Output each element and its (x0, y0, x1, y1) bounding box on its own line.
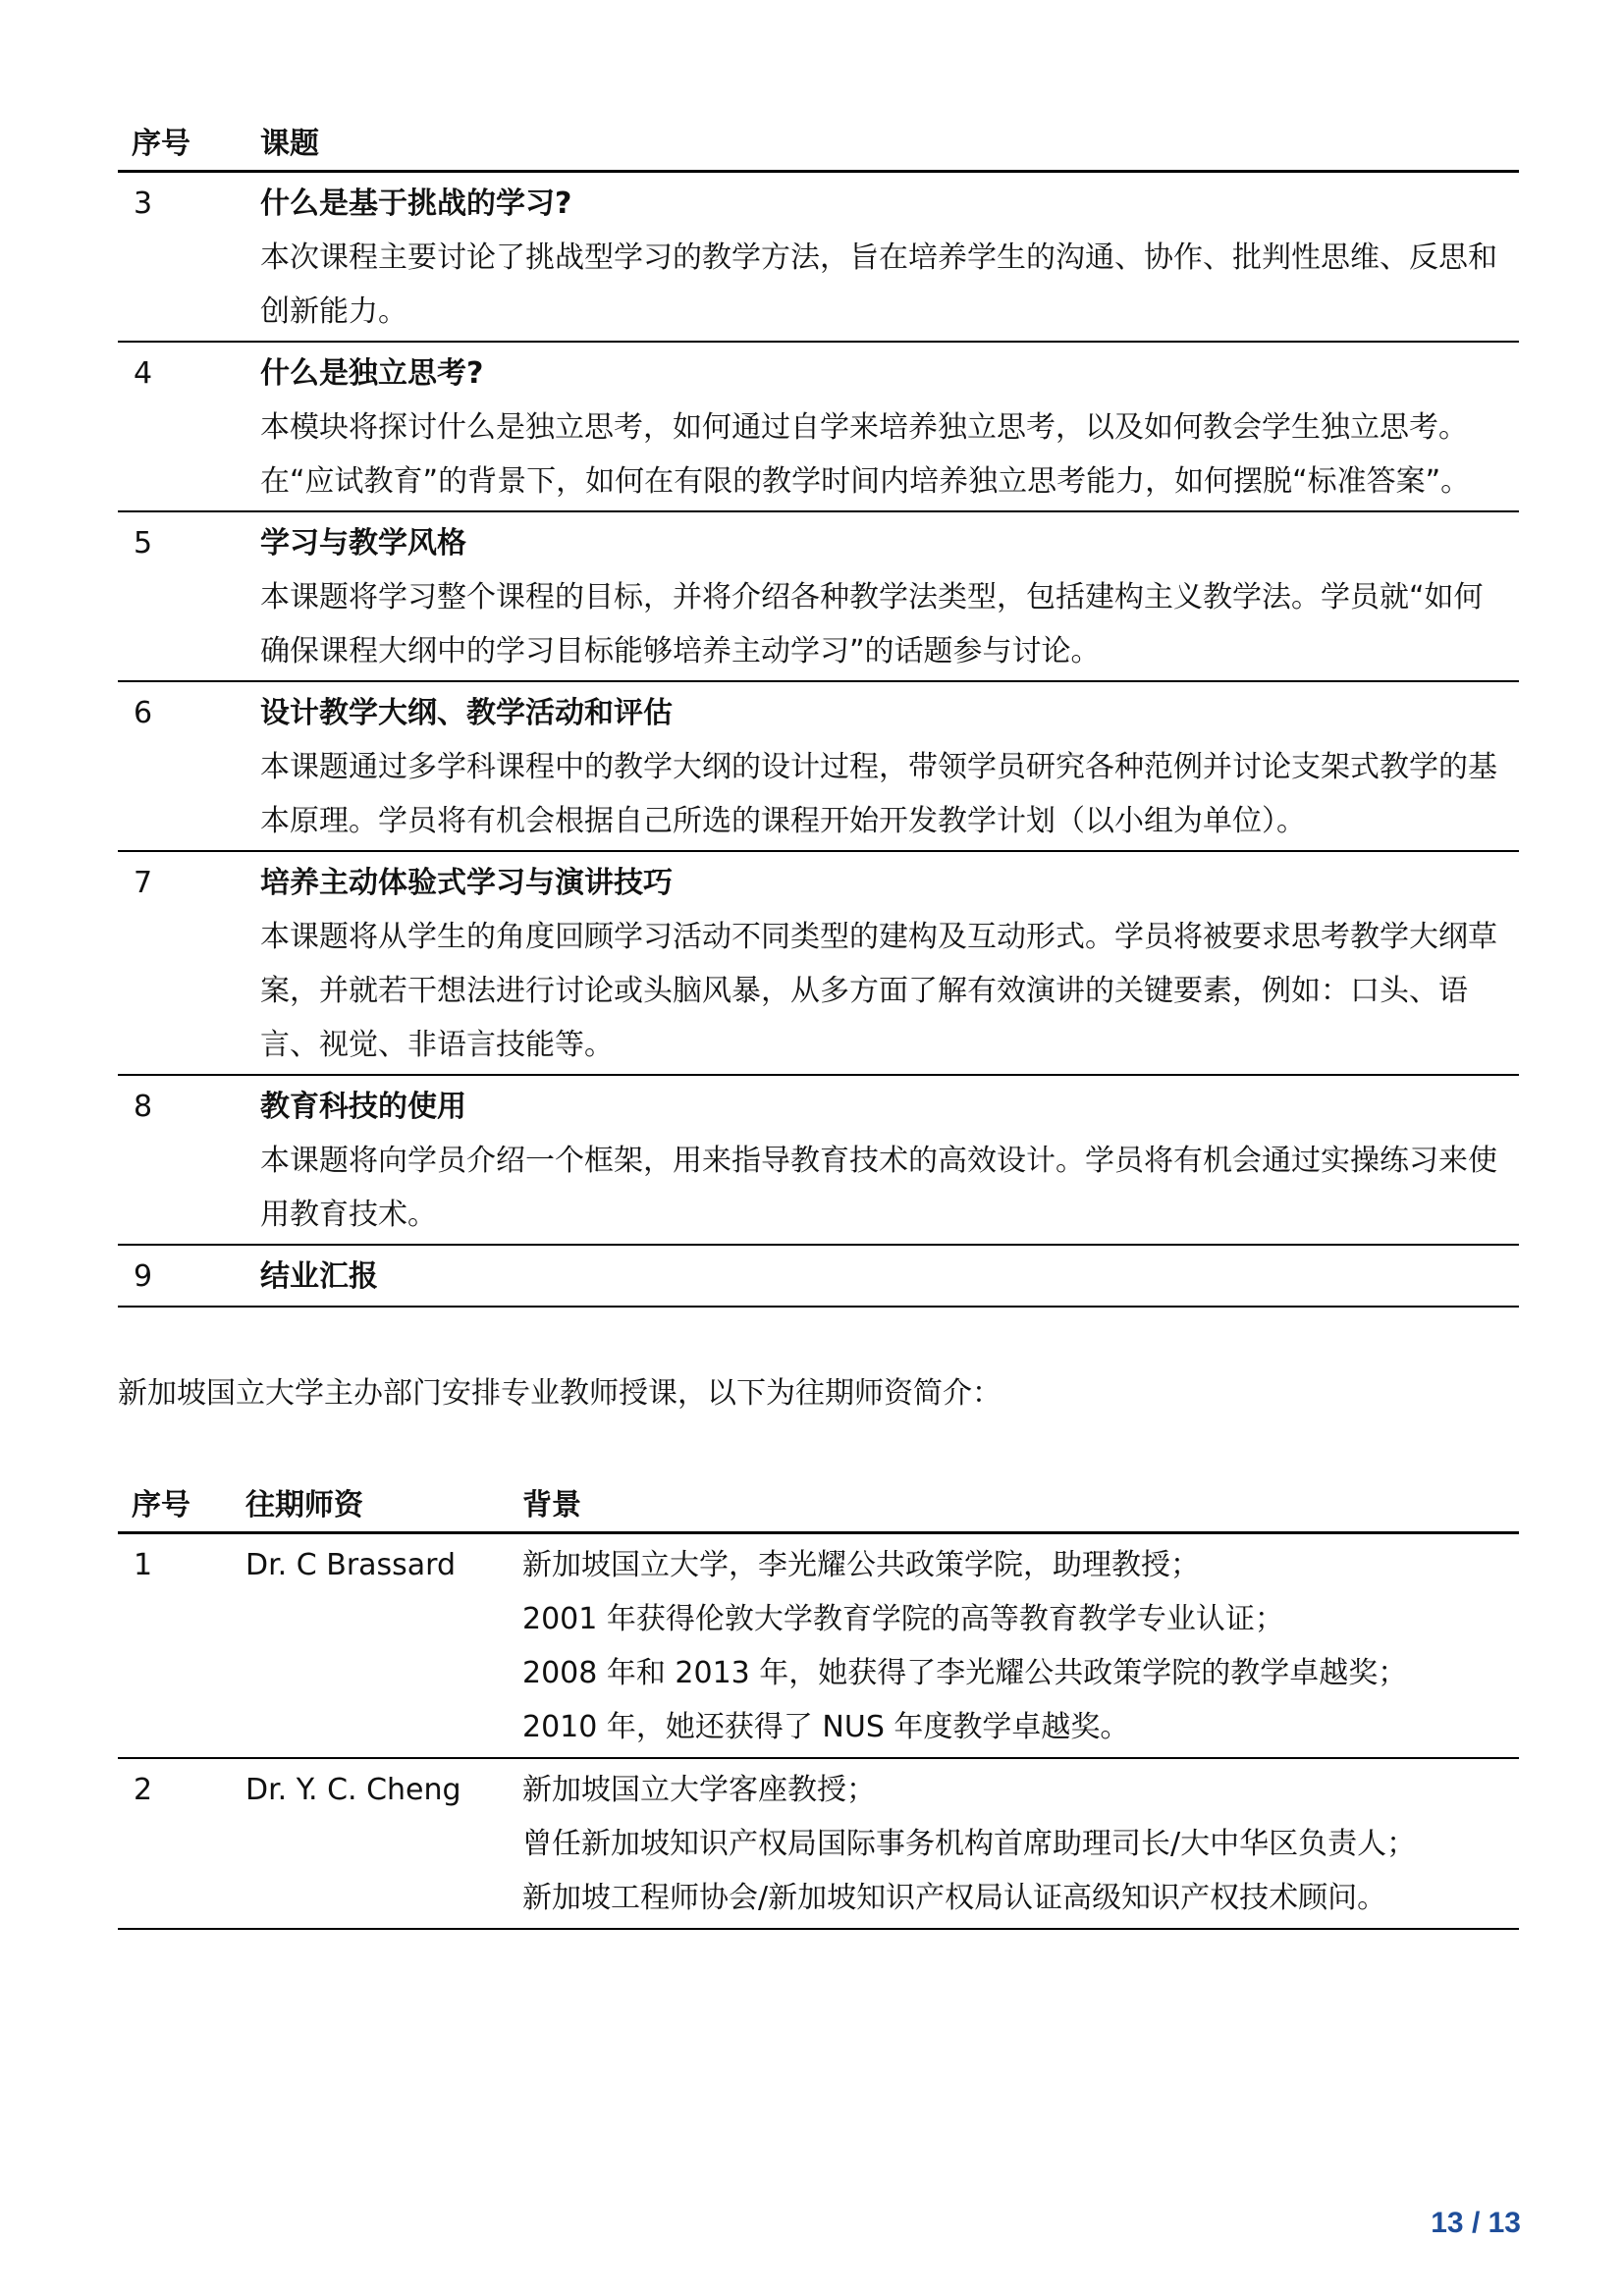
course-title: 学习与教学风格 (260, 526, 466, 561)
course-num: 4 (134, 356, 153, 391)
faculty-intro: 新加坡国立大学主办部门安排专业教师授课，以下为往期师资简介： (118, 1376, 1001, 1411)
background-line: 新加坡国立大学客座教授； (522, 1773, 876, 1807)
course-title: 设计教学大纲、教学活动和评估 (260, 696, 673, 730)
header-name: 往期师资 (245, 1488, 363, 1522)
header-num: 序号 (132, 1488, 190, 1522)
course-desc: 本课题将学习整个课程的目标，并将介绍各种教学法类型，包括建构主义教学法。学员就“如何确保课程大纲中的学习目标能够培养主动学习”的话题参与讨论。 (260, 580, 1484, 668)
course-title: 培养主动体验式学习与演讲技巧 (260, 866, 673, 900)
course-num: 8 (134, 1090, 153, 1124)
course-desc: 本模块将探讨什么是独立思考，如何通过自学来培养独立思考，以及如何教会学生独立思考。在“应试教育”的背景下，如何在有限的教学时间内培养独立思考能力，如何摆脱“标准答案”。 (260, 410, 1471, 499)
background-line: 新加坡国立大学，李光耀公共政策学院，助理教授； (522, 1548, 1200, 1582)
course-title: 教育科技的使用 (260, 1090, 466, 1124)
page-number: 13 / 13 (1431, 2207, 1521, 2239)
faculty-table-header (118, 1477, 1519, 1534)
table-row (118, 173, 1519, 343)
table-row (118, 1759, 1519, 1930)
course-desc: 本课题将向学员介绍一个框架，用来指导教育技术的高效设计。学员将有机会通过实操练习来使用教育技术。 (260, 1144, 1497, 1232)
background-line: 2008 年和 2013 年，她获得了李光耀公共政策学院的教学卓越奖； (522, 1656, 1408, 1690)
course-desc: 本课题通过多学科课程中的教学大纲的设计过程，带领学员研究各种范例并讨论支架式教学的基本原理。学员将有机会根据自己所选的课程开始开发教学计划（以小组为单位）。 (260, 750, 1497, 838)
background-line: 2010 年，她还获得了 NUS 年度教学卓越奖。 (522, 1710, 1130, 1744)
background-line: 新加坡工程师协会/新加坡知识产权局认证高级知识产权技术顾问。 (522, 1881, 1387, 1915)
table-row (118, 852, 1519, 1076)
course-num: 3 (134, 187, 153, 221)
course-title: 什么是独立思考? (260, 356, 484, 391)
course-table (118, 118, 1519, 1308)
course-num: 9 (134, 1259, 153, 1294)
course-desc: 本次课程主要讨论了挑战型学习的教学方法，旨在培养学生的沟通、协作、批判性思维、反思和创新能力。 (260, 240, 1497, 329)
faculty-background (522, 1763, 1519, 1925)
background-line: 2001 年获得伦敦大学教育学院的高等教育教学专业认证； (522, 1602, 1284, 1636)
course-num: 6 (134, 696, 153, 730)
header-num: 序号 (132, 127, 190, 161)
header-topic: 课题 (260, 127, 319, 161)
faculty-name: Dr. C Brassard (245, 1548, 457, 1582)
faculty-name: Dr. Y. C. Cheng (245, 1773, 461, 1807)
faculty-num: 2 (134, 1773, 153, 1807)
course-desc: 本课题将从学生的角度回顾学习活动不同类型的建构及互动形式。学员将被要求思考教学大纲草案，并就若干想法进行讨论或头脑风暴，从多方面了解有效演讲的关键要素，例如：口头、语言、视觉、非语言技能等。 (260, 920, 1497, 1062)
faculty-num: 1 (134, 1548, 153, 1582)
table-row (118, 512, 1519, 682)
background-line: 曾任新加坡知识产权局国际事务机构首席助理司长/大中华区负责人； (522, 1827, 1417, 1861)
course-table-header (118, 118, 1519, 173)
header-background: 背景 (522, 1488, 581, 1522)
course-num: 5 (134, 526, 153, 561)
faculty-table (118, 1477, 1519, 1930)
course-title: 什么是基于挑战的学习? (260, 187, 572, 221)
course-num: 7 (134, 866, 153, 900)
table-row (118, 1534, 1519, 1759)
table-row (118, 1246, 1519, 1308)
course-title: 结业汇报 (260, 1259, 378, 1294)
table-row (118, 682, 1519, 852)
table-row (118, 343, 1519, 512)
faculty-background (522, 1538, 1519, 1754)
table-row (118, 1076, 1519, 1246)
